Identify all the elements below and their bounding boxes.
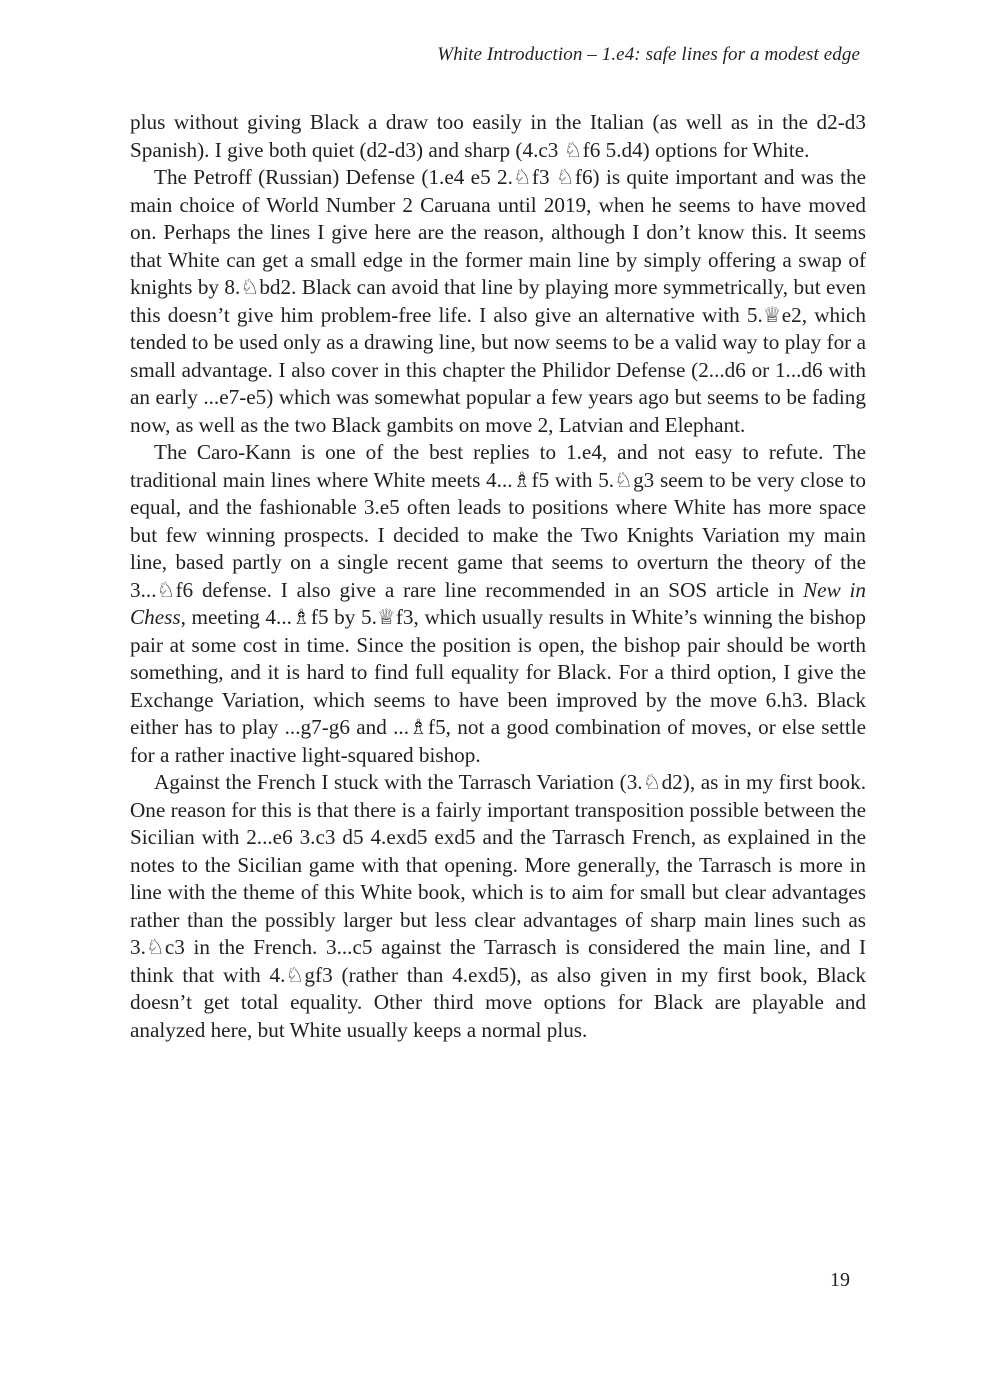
caro-kann-text-start: The Caro-Kann is one of the best replies to 1.e4, and not easy to refute. The traditional main lines where White meets 4...♗f5 with 5.♘g3 seem to be very close to equal, and the fashionable 3.e5 often leads to positions where White has more space but few winning prospects. I decided to make the Two Knights Variation my main line, based partly on a single recent game that seems to overturn the theory of the 3...♘f6 defense. I also give a rare line recommended in an SOS article in	[130, 440, 866, 602]
paragraph-petroff: The Petroff (Russian) Defense (1.e4 e5 2.♘f3 ♘f6) is quite important and was the main choice of World Number 2 Caruana until 2019, when he seems to have moved on. Perhaps the lines I give here are the reason, although I don’t know this. It seems that White can get a small edge in the former main line by simply offering a swap of knights by 8.♘bd2. Black can avoid that line by playing more symmetrically, but even this doesn’t give him problem-free life. I also give an alternative with 5.♕e2, which tended to be used only as a drawing line, but now seems to be a valid way to play for a small advantage. I also cover in this chapter the Philidor Defense (2...d6 or 1...d6 with an early ...e7-e5) which was somewhat popular a few years ago but seems to be fading now, as well as the two Black gambits on move 2, Latvian and Elephant.	[130, 165, 866, 437]
caro-kann-text-end: , meeting 4...♗f5 by 5.♕f3, which usually results in White’s winning the bishop pair at some cost in time. Since the position is open, the bishop pair should be worth something, and it is hard to find full equality for Black. For a third option, I give the Exchange Variation, which seems to have been improved by the move 6.h3. Black either has to play ...g7-g6 and ...♗f5, not a good combination of moves, or else settle for a rather inactive light-squared bishop.	[130, 605, 866, 767]
paragraph-italian-continuation: plus without giving Black a draw too easily in the Italian (as well as in the d2-d3 Spanish). I give both quiet (d2-d3) and sharp (4.c3 ♘f6 5.d4) options for White.	[130, 110, 866, 162]
paragraph-caro-kann	[130, 439, 866, 769]
paragraph-french: Against the French I stuck with the Tarrasch Variation (3.♘d2), as in my first book. One reason for this is that there is a fairly important transposition possible between the Sicilian with 2...e6 3.c3 d5 4.exd5 exd5 and the Tarrasch French, as explained in the notes to the Sicilian game with that opening. More generally, the Tarrasch is more in line with the theme of this White book, which is to aim for small but clear advantages rather than the possibly larger but less clear advantages of sharp main lines such as 3.♘c3 in the French. 3...c5 against the Tarrasch is considered the main line, and I think that with 4.♘gf3 (rather than 4.exd5), as also given in my first book, Black doesn’t get total equality. Other third move options for Black are playable and analyzed here, but White usually keeps a normal plus.	[130, 770, 866, 1042]
magazine-title: New in Chess	[130, 577, 866, 629]
page-number: 19	[830, 1269, 850, 1291]
body-text	[130, 109, 866, 1044]
running-header: White Introduction – 1.e4: safe lines for a modest edge	[437, 44, 860, 65]
